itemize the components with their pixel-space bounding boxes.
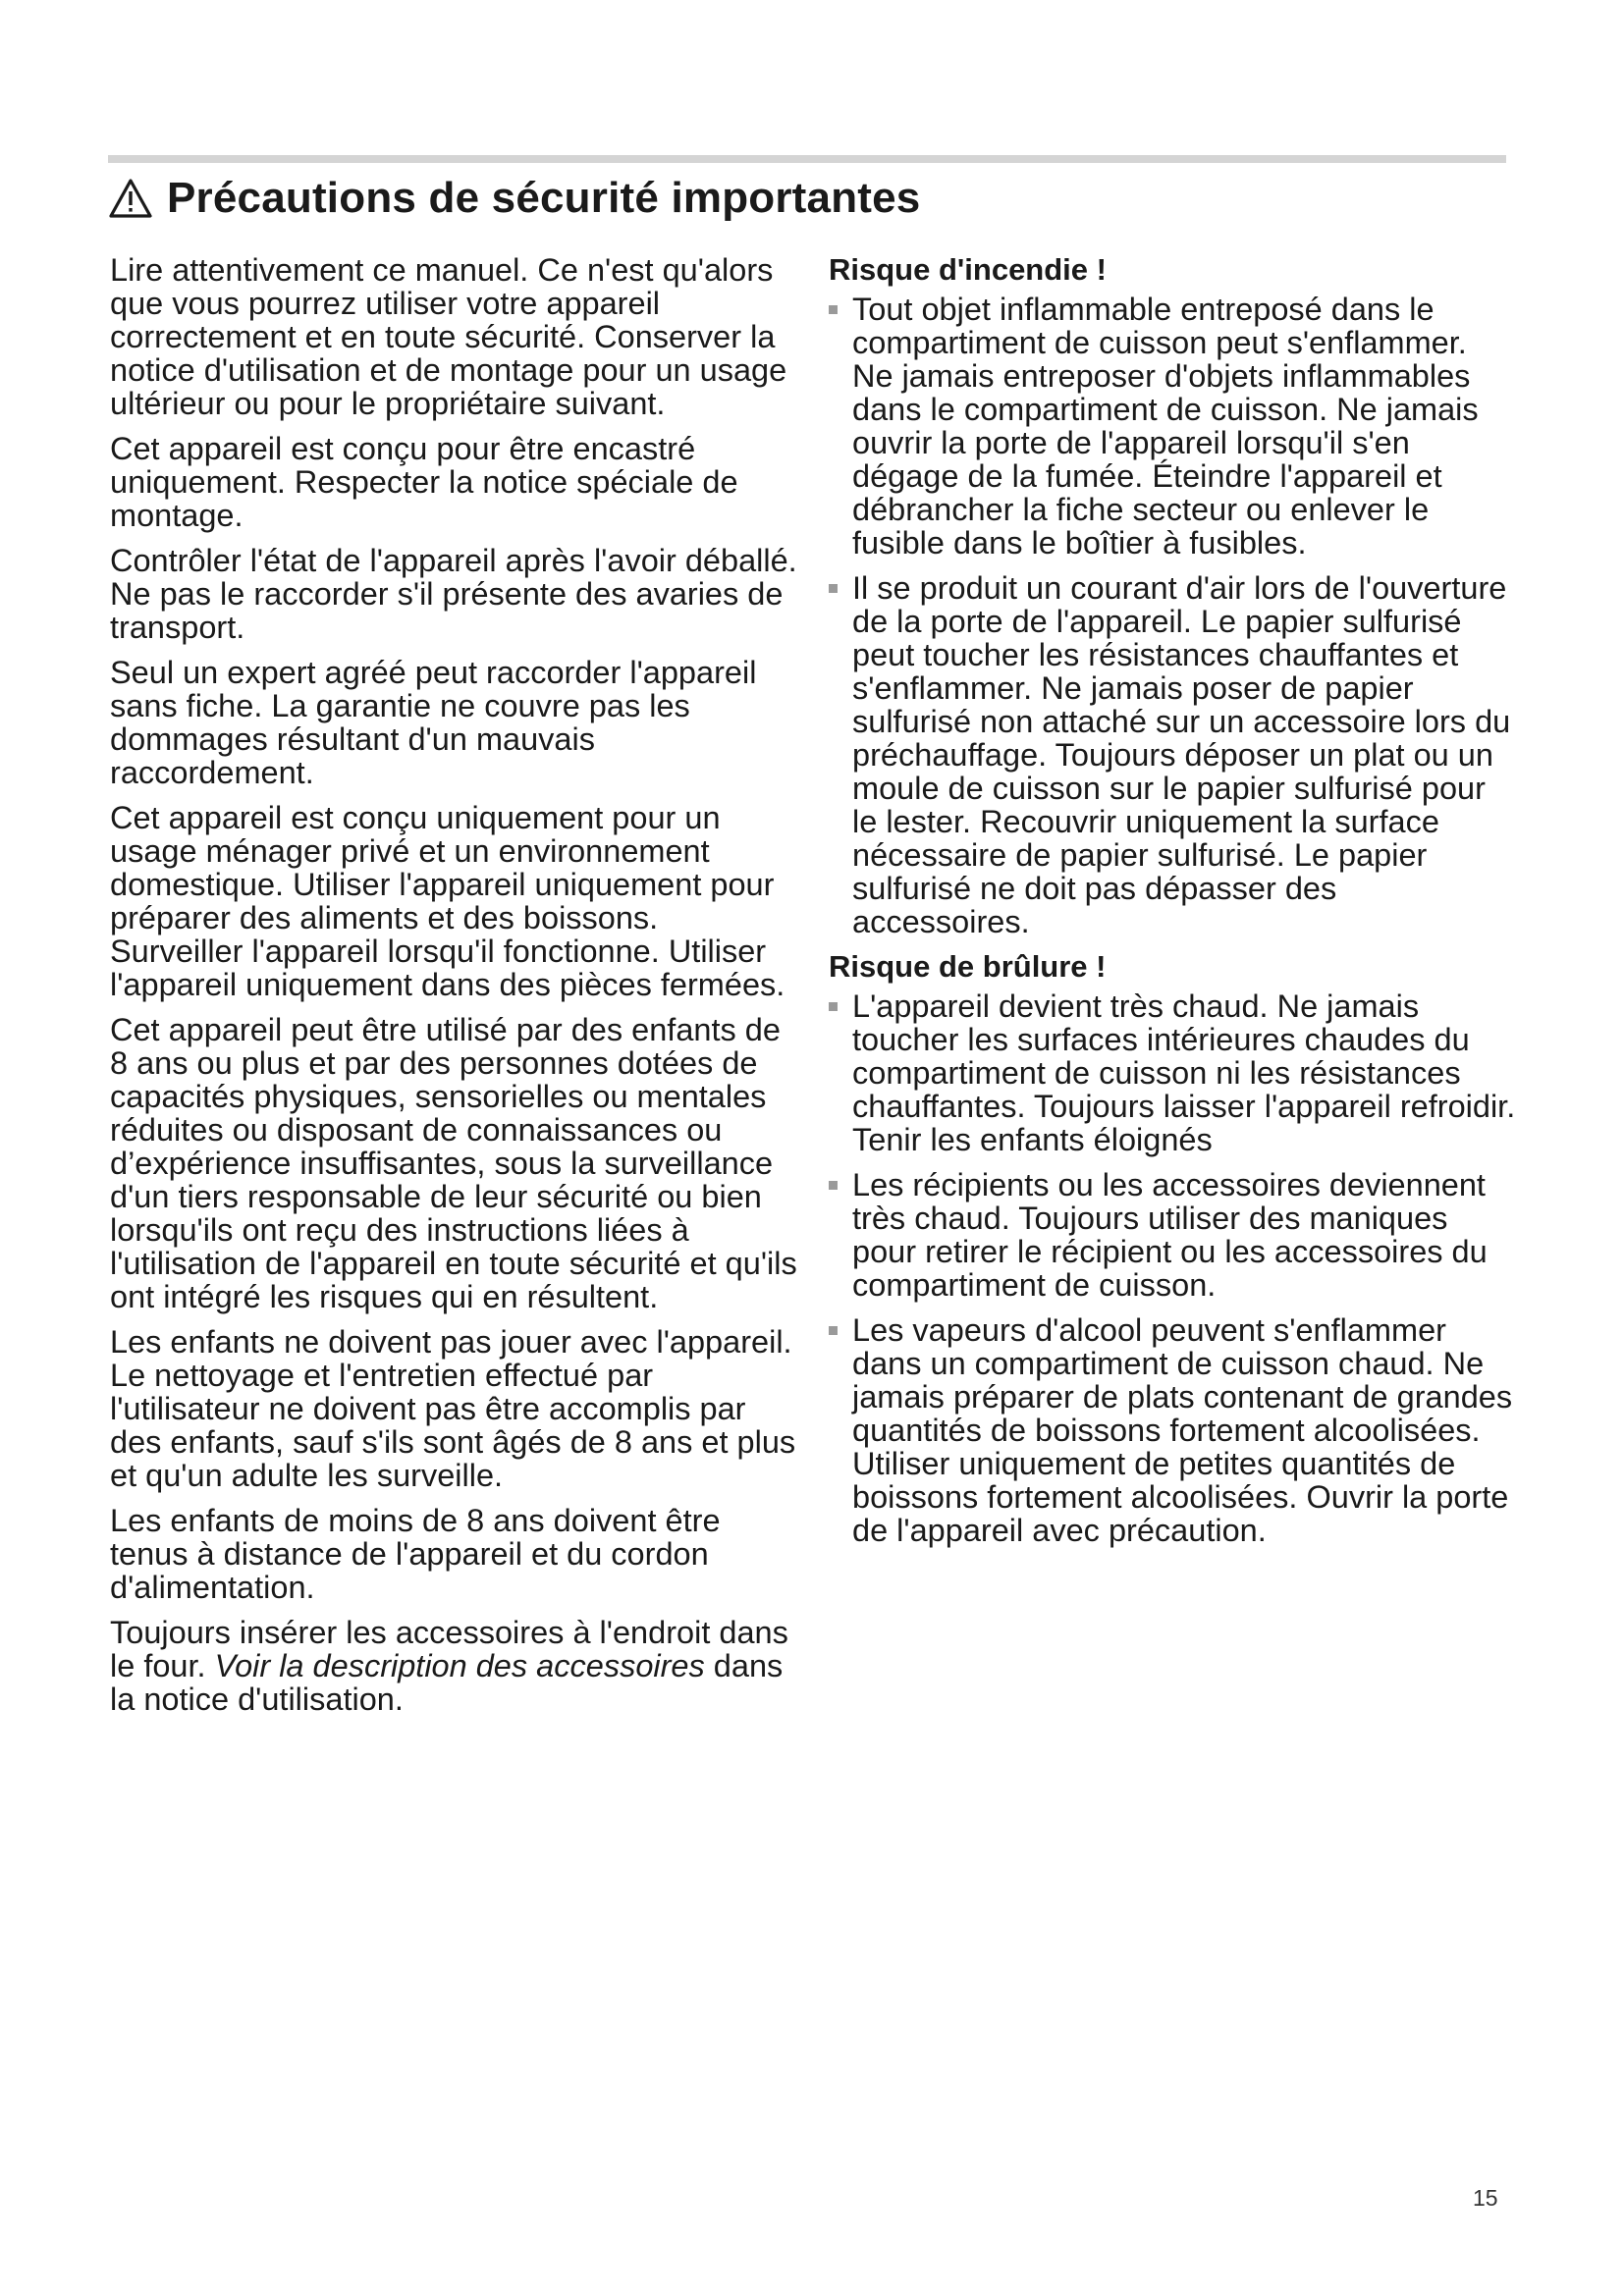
paragraph-children-play: Les enfants ne doivent pas jouer avec l'appareil. Le nettoyage et l'entretien effectué par l'utilisateur ne doivent pas être accomplis par des enfants, sauf s'ils sont âgés de 8 ans et plus et qu'un adulte les surveille.: [110, 1324, 796, 1493]
warning-triangle-icon: [108, 176, 153, 217]
paragraph-built-in: Cet appareil est conçu pour être encastré uniquement. Respecter la notice spéciale de montage.: [110, 431, 738, 533]
accessories-reference: Voir la description des accessoires: [214, 1648, 705, 1683]
paragraph-children-distance: Les enfants de moins de 8 ans doivent être tenus à distance de l'appareil et du cordon d'alimentation.: [110, 1503, 721, 1605]
page-number: 15: [1473, 2185, 1498, 2211]
fire-risk-item: Tout objet inflammable entreposé dans le compartiment de cuisson peut s'enflammer. Ne jamais entreposer d'objets inflammables dans le compartiment de cuisson. Ne jamais ouvrir la porte de l'appareil lorsqu'il s'en dégage de la fumée. Éteindre l'appareil et débrancher la fiche secteur ou enlever le fusible dans le boîtier à fusibles.: [829, 293, 1516, 560]
page-title: [108, 169, 920, 228]
burn-risk-item: Les récipients ou les accessoires deviennent très chaud. Toujours utiliser des maniques pour retirer le récipient ou les accessoires du compartiment de cuisson.: [829, 1168, 1516, 1302]
paragraph-domestic-use: Cet appareil est conçu uniquement pour un usage ménager privé et un environnement domestique. Utiliser l'appareil uniquement pour préparer des aliments et des boissons. Surveiller l'appareil lorsqu'il fonctionne. Utiliser l'appareil uniquement dans des pièces fermées.: [110, 800, 785, 1002]
top-rule: [108, 155, 1506, 163]
burn-risk-item: L'appareil devient très chaud. Ne jamais toucher les surfaces intérieures chaudes du compartiment de cuisson ni les résistances chauffantes. Toujours laisser l'appareil refroidir. Tenir les enfants éloignés: [829, 989, 1516, 1156]
paragraph-connection: Seul un expert agréé peut raccorder l'appareil sans fiche. La garantie ne couvre pas les dommages résultant d'un mauvais raccordement.: [110, 655, 757, 790]
left-column: [110, 253, 797, 1728]
burn-risk-heading: Risque de brûlure !: [829, 949, 1107, 984]
paragraph-accessories: [110, 1616, 797, 1716]
right-column: [829, 253, 1516, 1559]
paragraph-intro: Lire attentivement ce manuel. Ce n'est qu'alors que vous pourrez utiliser votre appareil correctement et en toute sécurité. Conserver la notice d'utilisation et de montage pour un usage ultérieur ou pour le propriétaire suivant.: [110, 252, 787, 421]
page-title-text: Précautions de sécurité importantes: [167, 174, 921, 222]
accessories-text-after: dans la notice d'utilisation.: [110, 1648, 784, 1717]
fire-risk-heading: Risque d'incendie !: [829, 252, 1107, 287]
accessories-text-before: Toujours insérer les accessoires à l'endroit dans le four.: [110, 1615, 788, 1683]
fire-risk-item: Il se produit un courant d'air lors de l'ouverture de la porte de l'appareil. Le papier sulfurisé peut toucher les résistances chauffantes et s'enflammer. Ne jamais poser de papier sulfurisé non attaché sur un accessoire lors du préchauffage. Toujours déposer un plat ou un moule de cuisson sur le papier sulfurisé pour le lester. Recouvrir uniquement la surface nécessaire de papier sulfurisé. Le papier sulfurisé ne doit pas dépasser des accessoires.: [829, 571, 1516, 938]
burn-risk-item: Les vapeurs d'alcool peuvent s'enflammer dans un compartiment de cuisson chaud. Ne jamais préparer de plats contenant de grandes quantités de boissons fortement alcoolisées. Utiliser uniquement de petites quantités de boissons fortement alcoolisées. Ouvrir la porte de l'appareil avec précaution.: [829, 1313, 1516, 1547]
paragraph-unpacking: Contrôler l'état de l'appareil après l'avoir déballé. Ne pas le raccorder s'il présente des avaries de transport.: [110, 543, 797, 645]
paragraph-children-capacity: Cet appareil peut être utilisé par des enfants de 8 ans ou plus et par des personnes dotées de capacités physiques, sensorielles ou mentales réduites ou disposant de connaissances ou d’expérience insuffisantes, sous la surveillance d'un tiers responsable de leur sécurité ou bien lorsqu'ils ont reçu des instructions liées à l'utilisation de l'appareil en toute sécurité et qu'ils ont intégré les risques qui en résultent.: [110, 1012, 797, 1314]
